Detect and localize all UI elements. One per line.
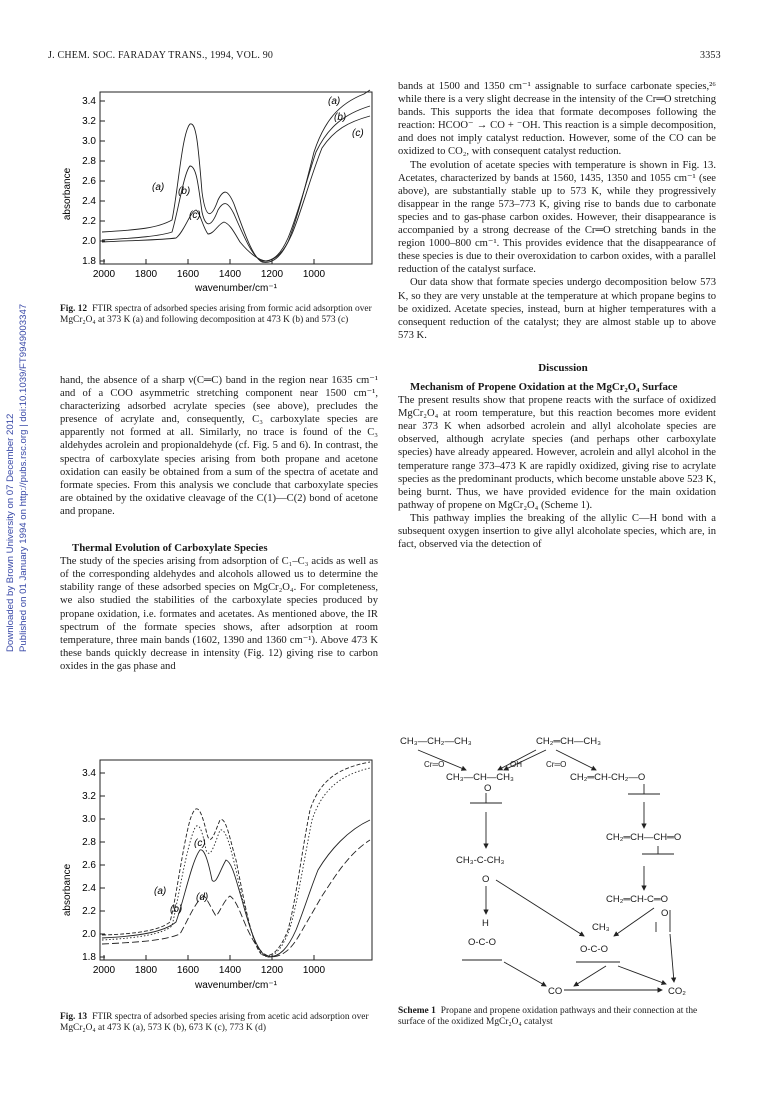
- scheme-allyloxide: CH₂═CH-CH₂—O: [570, 772, 646, 783]
- scheme-acetone-o: O: [482, 874, 490, 885]
- left-paragraph-2: The study of the species arising from adsorption of C₁–C₃ acids as well as of the corresponding aldehydes and alcohols allowed us to determine the stability range of these adsorbed species on MgCr₂O₄. For completeness, we also studied the stabilities of the carboxylate species produced by propane oxidation, i.e. formates and acetates. As mentioned above, the IR spectrum of the formate species shows, after adsorption at room temperature, three main bands (1602, 1390 and 1360 cm⁻¹). Above 473 K these bands quickly decrease in intensity (Fig. 12) giving rise to carbon oxides in the gas phase and: [60, 556, 378, 672]
- scheme-acrylate-o: O: [661, 908, 669, 919]
- scheme-propene: CH₂═CH—CH₃: [536, 736, 601, 747]
- ytick-label: 1.8: [82, 952, 96, 963]
- watermark-download-line[interactable]: Downloaded by Brown University on 07 December 2012: [5, 413, 16, 652]
- ytick-label: 2.2: [82, 216, 96, 227]
- fig12-ylabel: absorbance: [62, 167, 73, 221]
- scheme1-reaction-diagram: [396, 730, 726, 998]
- fig12-spectrum-plot: [48, 82, 378, 300]
- curve-label: (c): [352, 128, 364, 139]
- curve-label: (a): [152, 182, 165, 193]
- ytick-label: 3.2: [82, 791, 96, 802]
- fig12-curve-b: [102, 106, 370, 261]
- xtick-label: 1000: [302, 965, 326, 976]
- ytick-label: 2.8: [82, 156, 96, 167]
- xtick-label: 1200: [260, 269, 284, 280]
- curve-label: (c): [194, 838, 206, 849]
- fig12-curve-labels: [152, 96, 364, 221]
- fig13-xlabel: wavenumber/cm⁻¹: [195, 980, 277, 991]
- scheme1-caption-label: Scheme 1: [398, 1006, 436, 1016]
- curve-label: (b): [170, 904, 183, 915]
- xtick-label: 1400: [218, 269, 242, 280]
- fig13-xticks: [93, 965, 326, 976]
- scheme-propane: CH₃—CH₂—CH₃: [400, 736, 472, 747]
- scheme-acetate-ch3: CH₃: [592, 922, 610, 933]
- fig12-curve-a: [102, 90, 370, 262]
- xtick-label: 1600: [176, 269, 200, 280]
- scheme1-caption-text: Propane and propene oxidation pathways and their connection at the surface of the oxidized MgCr₂O₄ catalyst: [398, 1006, 698, 1028]
- fig12-caption-text: FTIR spectra of adsorbed species arising from formic acid adsorption over MgCr₂O₄ at 373 K (a) and following decomposition at 473 K (b) and 573 (c): [60, 304, 372, 326]
- xtick-label: 2000: [92, 269, 116, 280]
- fig12-caption-label: Fig. 12: [60, 304, 88, 314]
- right-paragraph-2: The evolution of acetate species with temperature is shown in Fig. 13. Acetates, characterized by bands at 1560, 1435, 1350 and 1055 cm⁻¹ (see above), are substantially stable up to 573 K, while they progressively disappear in the range 573–773 K, giving rise to bands due to carbonate species and to gas-phase carbon oxides. However, their disappearance is accompanied by a strong decrease of the Cr═O stretching bands in the region 1000–800 cm⁻¹. This provides evidence that the disappearance of these species is due to their overoxidation to carbon oxides, with a parallel reduction of the catalyst surface.: [398, 159, 716, 276]
- scheme-acrolein: CH₂═CH—CH═O: [606, 832, 682, 843]
- fig12-caption: [60, 304, 384, 326]
- curve-label: (b): [334, 112, 347, 123]
- scheme-cro-right: Cr═O: [546, 760, 567, 769]
- left-paragraph-1: hand, the absence of a sharp ν(C═C) band in the region near 1635 cm⁻¹ and of a COO asymmetric stretching component near 1500 cm⁻¹, characterizing adsorbed acrylate species (see above), precludes the presence of acrylate and, consequently, C₃ carboxylate species are apparently not formed at all. Similarly, no trace is found of the C₃ aldehydes acrolein and propionaldehyde (cf. Fig. 5 and 6). In contrast, the spectra of carboxylate species arising from both propane and acetone oxidation can easily be obtained from a sum of the spectra of acetate and formate species. From this analysis we conclude that carboxylate species are obtained by the oxidative cleavage of the C(1)—C(2) bond of acetone and propane.: [60, 375, 378, 517]
- fig13-caption-text: FTIR spectra of adsorbed species arising from acetic acid adsorption over MgCr₂O₄ at 473 K (a), 573 K (b), 673 K (c), 773 K (d): [60, 1012, 369, 1034]
- download-watermark: [5, 260, 31, 660]
- ytick-label: 2.6: [82, 860, 96, 871]
- ytick-label: 2.2: [82, 906, 96, 917]
- ytick-label: 2.0: [82, 929, 96, 940]
- curve-label: (b): [178, 186, 191, 197]
- curve-label: (a): [328, 96, 341, 107]
- scheme-acrylate: CH₂═CH-C═O: [606, 894, 669, 905]
- watermark-doi-line[interactable]: Published on 01 January 1994 on http://pubs.rsc.org | doi:10.1039/FT9949003347: [18, 303, 29, 652]
- scheme-cro-left: Cr═O: [424, 760, 445, 769]
- ytick-label: 2.4: [82, 196, 96, 207]
- curve-label: (c): [189, 210, 201, 221]
- scheme1-caption: [398, 1006, 718, 1028]
- xtick-label: 1800: [134, 269, 158, 280]
- xtick-label: 1400: [218, 965, 242, 976]
- fig13-curve-c: [102, 820, 370, 957]
- fig13-ylabel: absorbance: [62, 863, 73, 917]
- xtick-label: 2000: [92, 965, 116, 976]
- fig13-spectrum-plot: [48, 750, 378, 996]
- ytick-label: 3.4: [82, 768, 96, 779]
- ytick-label: 1.8: [82, 256, 96, 267]
- curve-label: (d): [196, 892, 209, 903]
- fig13-yticks: [82, 768, 96, 963]
- xtick-label: 1000: [302, 269, 326, 280]
- left-column: [60, 374, 378, 673]
- ytick-label: 2.4: [82, 883, 96, 894]
- right-paragraph-1: bands at 1500 and 1350 cm⁻¹ assignable to surface carbonate species,²⁶ while there is a very slight decrease in the intensity of the Cr═O stretching bands. This supports the idea that formate decomposes following the reaction: HCOO⁻ → CO + ⁻OH. This reaction is a simple decomposition, and does not imply catalyst reduction. However, some of the CO can be oxidized to CO₂, with consequent catalyst reduction.: [398, 81, 716, 158]
- scheme-oh: OH: [510, 760, 522, 769]
- fig13-caption-label: Fig. 13: [60, 1012, 88, 1022]
- right-paragraph-3: Our data show that formate species undergo decomposition below 573 K, so they are very unstable at the temperature at which propane begins to be oxidized. Acetate species, instead, burn at higher temperatures with a consequent reduction of the catalyst; they are almost stable up to above 573 K.: [398, 277, 716, 341]
- ytick-label: 3.0: [82, 814, 96, 825]
- subsection-title-mechanism: Mechanism of Propene Oxidation at the MgCr₂O₄ Surface: [410, 380, 678, 393]
- ytick-label: 3.0: [82, 136, 96, 147]
- fig13-caption: [60, 1012, 384, 1034]
- discussion-heading: Discussion: [538, 361, 588, 374]
- ytick-label: 3.2: [82, 116, 96, 127]
- journal-header: J. CHEM. SOC. FARADAY TRANS., 1994, VOL. 90: [48, 50, 274, 61]
- scheme-acetone: CH₃-C-CH₃: [456, 855, 505, 866]
- section-title-thermal-evolution: Thermal Evolution of Carboxylate Species: [72, 542, 268, 555]
- scheme-formate: O-C-O: [468, 937, 496, 948]
- fig12-xticks: [93, 269, 326, 280]
- xtick-label: 1800: [134, 965, 158, 976]
- xtick-label: 1200: [260, 965, 284, 976]
- right-paragraph-4: The present results show that propene reacts with the surface of oxidized MgCr₂O₄ at room temperature, but this reaction becomes more evident near 373 K when adsorbed acrolein and allyl alcoholate species are observed, although acrylate species (and perhaps other carboxylate species) have already appeared. However, acrolein and allyl alcohol in the temperature range 373–473 K are rapidly oxidized, giving rise to acrylate species as the predominant products, which become unstable above 523 K, being burnt. Thus, we have provided evidence for the main oxidation pathway of propene on MgCr₂O₄ (Scheme 1).: [398, 395, 716, 511]
- fig13-curve-d: [102, 840, 370, 957]
- scheme-co: CO: [548, 986, 563, 997]
- right-paragraph-5: This pathway implies the breaking of the allylic C—H bond with a subsequent oxygen insertion to give allyl alcoholate species, which are, in fact, observed via the detection of: [398, 512, 716, 551]
- scheme-acetate: O-C-O: [580, 944, 608, 955]
- ytick-label: 2.0: [82, 236, 96, 247]
- ytick-label: 3.4: [82, 96, 96, 107]
- ytick-label: 2.6: [82, 176, 96, 187]
- fig13-curve-a: [102, 762, 370, 956]
- scheme-formate-h: H: [482, 918, 489, 929]
- curve-label: (a): [154, 886, 167, 897]
- fig12-curve-c: [102, 116, 370, 261]
- right-column: [398, 80, 716, 551]
- scheme-isopropoxide: CH₃—CH—CH₃: [446, 772, 514, 783]
- fig12-yticks: [82, 96, 96, 267]
- scheme-co2: CO₂: [668, 986, 686, 997]
- page-number: 3353: [700, 50, 721, 61]
- fig12-xlabel: wavenumber/cm⁻¹: [195, 283, 277, 294]
- xtick-label: 1600: [176, 965, 200, 976]
- ytick-label: 2.8: [82, 837, 96, 848]
- scheme-isopropoxide-o: O: [484, 783, 492, 794]
